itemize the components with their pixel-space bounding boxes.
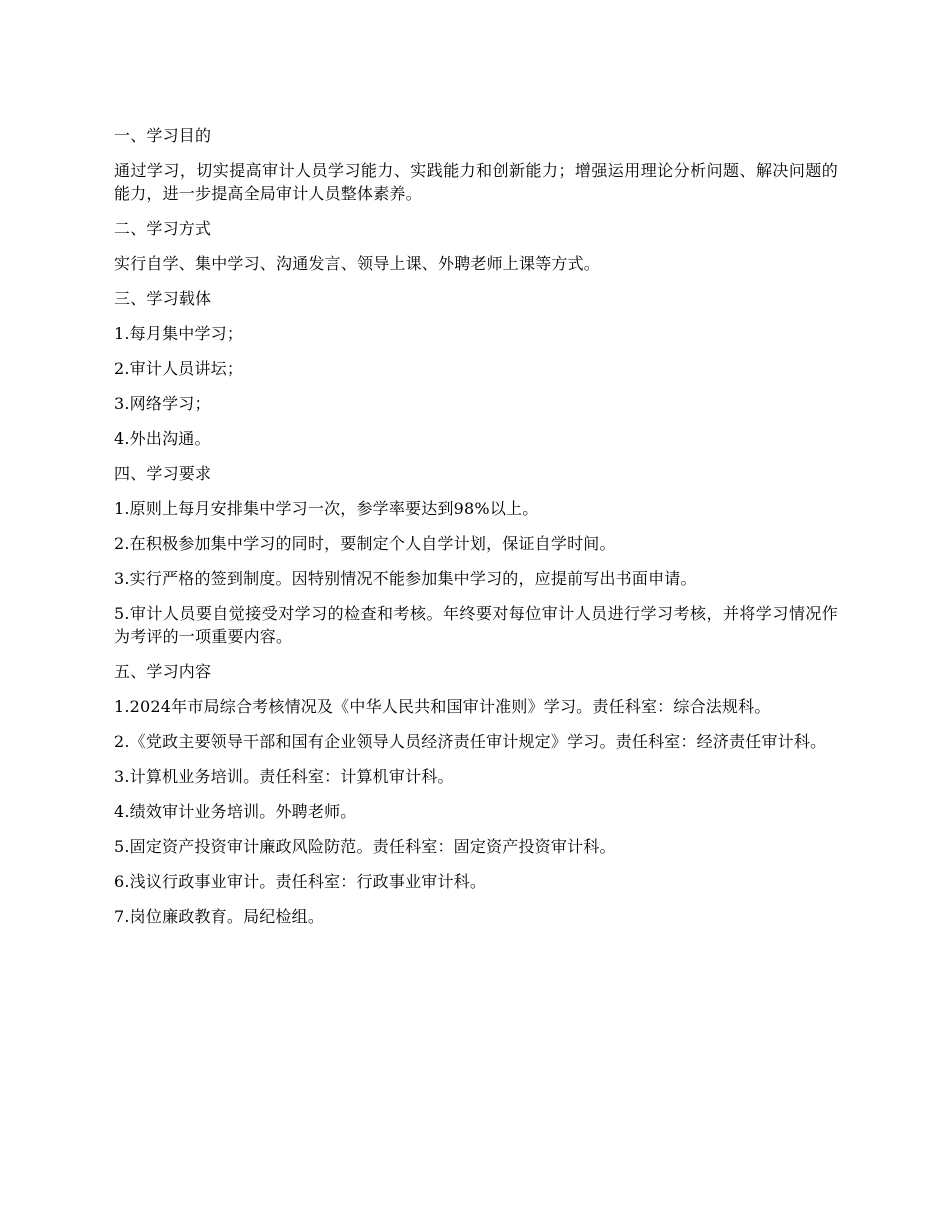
list-item: 1.原则上每月安排集中学习一次，参学率要达到98%以上。 — [114, 499, 539, 518]
list-item: 4.外出沟通。 — [114, 429, 211, 448]
section-heading-carrier: 三、学习载体 — [114, 289, 212, 308]
section-heading-requirements: 四、学习要求 — [114, 464, 212, 483]
list-item: 3.实行严格的签到制度。因特别情况不能参加集中学习的，应提前写出书面申请。 — [114, 569, 697, 588]
document-body — [114, 124, 838, 940]
list-item: 5.固定资产投资审计廉政风险防范。责任科室：固定资产投资审计科。 — [114, 837, 616, 856]
list-item: 4.绩效审计业务培训。外聘老师。 — [114, 802, 357, 821]
list-item: 2.审计人员讲坛； — [114, 359, 244, 378]
paragraph-method: 实行自学、集中学习、沟通发言、领导上课、外聘老师上课等方式。 — [114, 254, 601, 273]
list-item: 5.审计人员要自觉接受对学习的检查和考核。年终要对每位审计人员进行学习考核，并将学习情况作为考评的一项重要内容。 — [114, 604, 838, 646]
list-item: 7.岗位廉政教育。局纪检组。 — [114, 907, 325, 926]
list-item: 1.每月集中学习； — [114, 324, 244, 343]
section-heading-purpose: 一、学习目的 — [114, 126, 212, 145]
list-item: 2.在积极参加集中学习的同时，要制定个人自学计划，保证自学时间。 — [114, 534, 616, 553]
section-heading-method: 二、学习方式 — [114, 219, 212, 238]
section-heading-content: 五、学习内容 — [114, 662, 212, 681]
list-item: 1.2024年市局综合考核情况及《中华人民共和国审计准则》学习。责任科室：综合法规科。 — [114, 697, 771, 716]
list-item: 2.《党政主要领导干部和国有企业领导人员经济责任审计规定》学习。责任科室：经济责任审计科。 — [114, 732, 827, 751]
list-item: 6.浅议行政事业审计。责任科室：行政事业审计科。 — [114, 872, 487, 891]
list-item: 3.网络学习； — [114, 394, 211, 413]
paragraph-purpose: 通过学习，切实提高审计人员学习能力、实践能力和创新能力；增强运用理论分析问题、解决问题的能力，进一步提高全局审计人员整体素养。 — [114, 161, 838, 203]
list-item: 3.计算机业务培训。责任科室：计算机审计科。 — [114, 767, 454, 786]
